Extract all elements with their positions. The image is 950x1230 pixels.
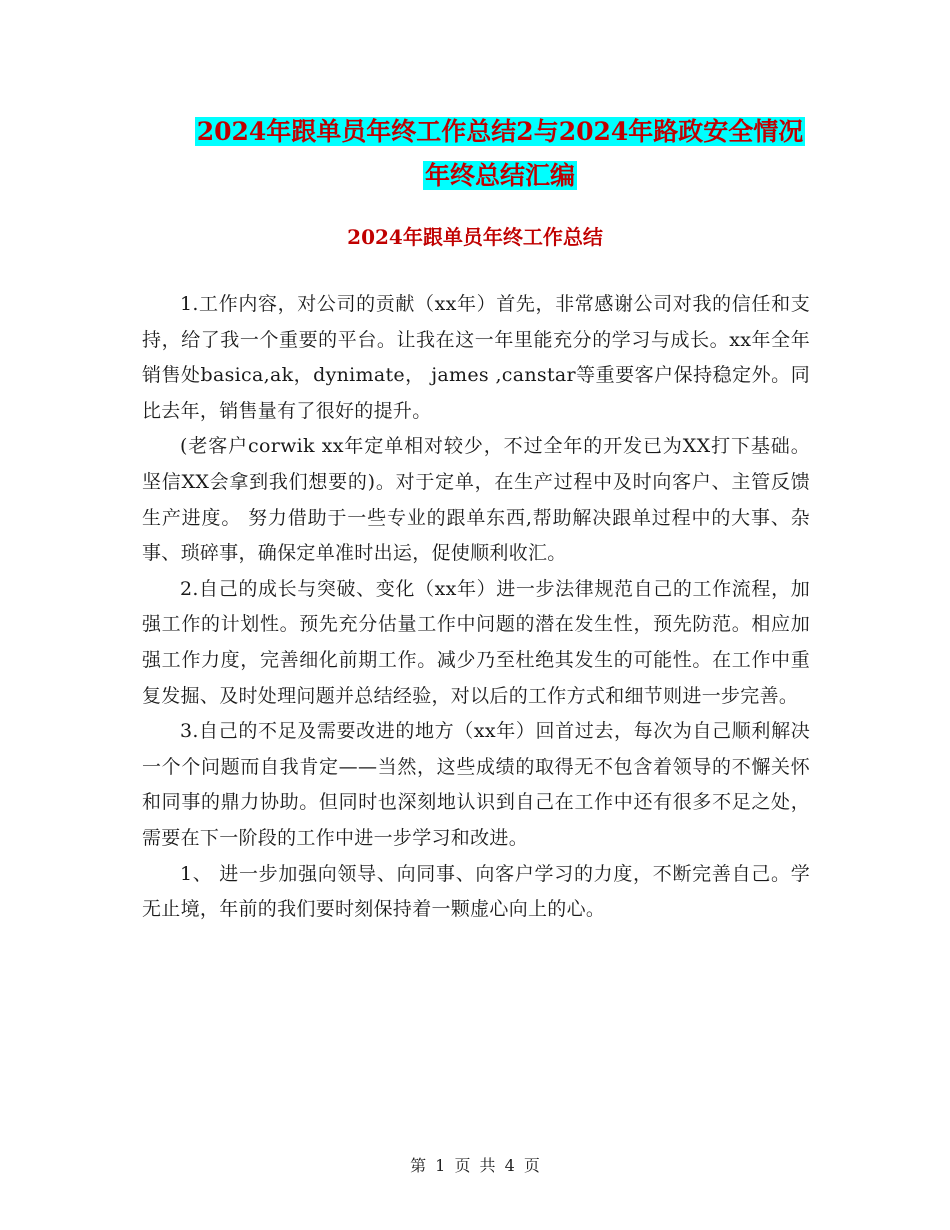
paragraph-3: 2.自己的成长与突破、变化（xx年）进一步法律规范自己的工作流程，加强工作的计划性。预先充分估量工作中问题的潜在发生性，预先防范。相应加强工作力度，完善细化前期工作。减少乃至杜绝其发生的可能性。在工作中重复发掘、及时处理问题并总结经验，对以后的工作方式和细节则进一步完善。 [142, 577, 810, 707]
document-title-line-1: 2024年跟单员年终工作总结2与2024年路政安全情况 [196, 117, 804, 146]
section-title: 2024年跟单员年终工作总结 [347, 225, 603, 249]
document-body [142, 287, 810, 928]
paragraph-5: 1、 进一步加强向领导、向同事、向客户学习的力度，不断完善自己。学无止境，年前的我们要时刻保持着一颗虚心向上的心。 [142, 862, 810, 921]
paragraph-2: (老客户corwik xx年定单相对较少，不过全年的开发已为XX打下基础。坚信XX会拿到我们想要的)。对于定单，在生产过程中及时向客户、主管反馈生产进度。 努力借助于一些专业的跟单东西,帮助解决跟单过程中的大事、杂事、琐碎事，确保定单准时出运，促使顺利收汇。 [142, 435, 810, 565]
paragraph-4: 3.自己的不足及需要改进的地方（xx年）回首过去，每次为自己顺利解决一个个问题而自我肯定——当然，这些成绩的取得无不包含着领导的不懈关怀和同事的鼎力协助。但同时也深刻地认识到自己在工作中还有很多不足之处，需要在下一阶段的工作中进一步学习和改进。 [142, 720, 810, 849]
page-footer: 第 1 页 共 4 页 [410, 1156, 540, 1175]
document-title-line-2: 年终总结汇编 [424, 161, 575, 190]
document-title [140, 110, 860, 198]
paragraph-1: 1.工作内容，对公司的贡献（xx年）首先，非常感谢公司对我的信任和支持，给了我一个重要的平台。让我在这一年里能充分的学习与成长。xx年全年销售处basica,ak，dynimate， james ,canstar等重要客户保持稳定外。同比去年，销售量有了很好的提升。 [142, 293, 810, 422]
